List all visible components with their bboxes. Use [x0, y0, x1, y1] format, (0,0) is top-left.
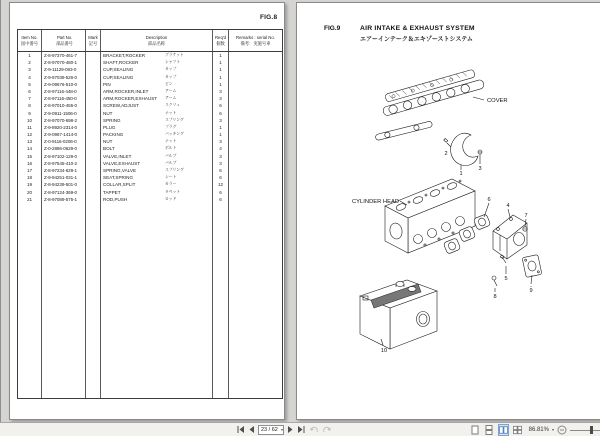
fig9-label: FIG.9 — [324, 25, 341, 32]
zoom-out-icon[interactable] — [557, 425, 567, 435]
last-page-icon[interactable] — [297, 425, 306, 434]
cell-remarks — [229, 52, 282, 59]
page-right — [296, 2, 600, 420]
next-page-icon[interactable] — [287, 425, 294, 434]
description-japanese: スプリング — [165, 117, 184, 122]
cell-part-no: Z-8-97124-369-0 — [42, 189, 86, 196]
description-japanese: ナット — [165, 110, 177, 115]
cell-item-no: 2 — [18, 59, 42, 66]
cell-mark — [86, 189, 101, 196]
cell-part-no: Z-0-9116-0206-0 — [42, 138, 86, 145]
cell-reqd: 3 — [213, 88, 229, 95]
cell-mark — [86, 196, 101, 203]
table-row — [18, 160, 282, 167]
description-english: BRACKET,ROCKER — [103, 53, 146, 58]
cell-reqd: 1 — [213, 74, 229, 81]
cell-remarks — [229, 174, 282, 181]
cell-remarks — [229, 74, 282, 81]
cell-remarks — [229, 153, 282, 160]
part-callout-4: 4 — [506, 203, 510, 209]
zoom-slider[interactable] — [570, 425, 600, 435]
cell-description — [101, 196, 213, 203]
cell-part-no: Z-8-97070-480-1 — [42, 59, 86, 66]
cell-description — [101, 189, 213, 196]
cylinder-head-label: CYLINDER HEAD — [352, 199, 400, 205]
parts-table — [17, 29, 283, 399]
cell-reqd: 1 — [213, 66, 229, 73]
description-japanese: パッキング — [165, 132, 184, 137]
description-japanese: カップ — [165, 67, 177, 72]
cell-item-no: 4 — [18, 74, 42, 81]
description-japanese: ピン — [165, 81, 173, 86]
table-row — [18, 81, 282, 88]
description-english: VALVE,INLET — [103, 153, 132, 159]
status-bar — [0, 422, 600, 436]
cell-remarks — [229, 102, 282, 109]
part-callout-9: 9 — [529, 288, 533, 294]
zoom-dropdown-icon[interactable]: ▾ — [551, 426, 554, 432]
cell-reqd: 3 — [213, 138, 229, 145]
cell-mark — [86, 181, 101, 188]
table-row — [18, 145, 282, 152]
cell-remarks — [229, 81, 282, 88]
cell-part-no: Z-9-09676-510-0 — [42, 81, 86, 88]
description-english: CUP,SEALING — [103, 74, 134, 80]
cell-description — [101, 117, 213, 124]
cell-remarks — [229, 59, 282, 66]
description-japanese: カラー — [165, 182, 177, 187]
cell-part-no: Z-8-97070-698-2 — [42, 117, 86, 124]
cell-part-no: Z-9-8920-2314-0 — [42, 124, 86, 131]
figure-title-japanese: エアーインテーク＆エキゾーストシステム — [360, 37, 473, 43]
cell-description — [101, 131, 213, 138]
header-item-no: Item No. 図中番号 — [18, 30, 42, 51]
page-navigation — [236, 423, 332, 436]
table-row — [18, 174, 282, 181]
description-english: ROD,PUSH — [103, 196, 128, 202]
continuous-facing-view-button[interactable] — [512, 424, 523, 436]
cell-reqd: 6 — [213, 189, 229, 196]
cell-mark — [86, 160, 101, 167]
description-english: NUT — [103, 110, 113, 116]
cell-description — [101, 95, 213, 102]
cell-mark — [86, 59, 101, 66]
part-callout-7: 7 — [524, 213, 528, 219]
description-japanese: アーム — [165, 96, 177, 101]
fig8-label: FIG.8 — [260, 14, 278, 21]
cell-remarks — [229, 131, 282, 138]
page-field-dropdown-icon[interactable]: ▾ — [280, 426, 283, 432]
table-row — [18, 138, 282, 145]
cell-description — [101, 160, 213, 167]
table-row — [18, 66, 282, 73]
cell-remarks — [229, 117, 282, 124]
description-japanese: ボルト — [165, 146, 177, 151]
cell-part-no: Z-8-97116-450-0 — [42, 95, 86, 102]
previous-view-icon[interactable] — [309, 425, 319, 435]
description-english: BOLT — [103, 146, 115, 152]
cell-part-no: Z-8-97370-461-7 — [42, 52, 86, 59]
zoom-slider-handle[interactable] — [590, 426, 593, 434]
cell-reqd: 3 — [213, 95, 229, 102]
cell-reqd: 6 — [213, 196, 229, 203]
single-page-view-button[interactable] — [470, 424, 481, 436]
description-english: PLUG — [103, 124, 116, 130]
cell-mark — [86, 167, 101, 174]
cell-mark — [86, 174, 101, 181]
cell-remarks — [229, 160, 282, 167]
table-row — [18, 117, 282, 124]
cell-part-no: Z-8-94239-501-0 — [42, 181, 86, 188]
description-english: CUP,SEALING — [103, 67, 134, 73]
description-japanese: スクリュ — [165, 103, 181, 108]
cell-item-no: 13 — [18, 138, 42, 145]
zoom-percent-value: 86.81% — [528, 426, 549, 433]
cell-part-no: Z-8-97116-448-0 — [42, 88, 86, 95]
cell-description — [101, 181, 213, 188]
part-callout-6: 6 — [487, 197, 491, 203]
part-callout-1: 1 — [459, 171, 463, 177]
cell-mark — [86, 74, 101, 81]
cell-reqd: 1 — [213, 52, 229, 59]
cell-reqd: 6 — [213, 174, 229, 181]
table-row — [18, 167, 282, 174]
table-row — [18, 95, 282, 102]
part-callout-5: 5 — [504, 276, 508, 282]
description-japanese: アーム — [165, 88, 177, 93]
cell-remarks — [229, 181, 282, 188]
cell-description — [101, 145, 213, 152]
cell-part-no: Z-9-97039-526-0 — [42, 74, 86, 81]
table-row — [18, 153, 282, 160]
cell-part-no: Z-9-0967-1414-0 — [42, 131, 86, 138]
previous-page-icon[interactable] — [248, 425, 255, 434]
cell-item-no: 8 — [18, 102, 42, 109]
cell-reqd: 1 — [213, 59, 229, 66]
cell-mark — [86, 81, 101, 88]
cell-item-no: 14 — [18, 145, 42, 152]
cell-reqd: 6 — [213, 110, 229, 117]
cell-part-no: Z-9-0911-1506-0 — [42, 110, 86, 117]
description-english: PIN — [103, 81, 111, 87]
first-page-icon[interactable] — [236, 425, 245, 434]
description-japanese: カップ — [165, 74, 177, 79]
table-row — [18, 52, 282, 59]
cell-reqd: 3 — [213, 117, 229, 124]
part-callout-10: 10 — [380, 348, 388, 354]
cell-mark — [86, 138, 101, 145]
page-left — [9, 2, 285, 420]
cell-remarks — [229, 167, 282, 174]
table-row — [18, 102, 282, 109]
cell-item-no: 1 — [18, 52, 42, 59]
cell-reqd: 1 — [213, 124, 229, 131]
description-japanese: バルブ — [165, 153, 177, 158]
part-callout-2: 2 — [444, 151, 448, 157]
cell-item-no: 21 — [18, 196, 42, 203]
cell-remarks — [229, 189, 282, 196]
zoom-slider-track[interactable] — [570, 430, 600, 431]
cell-mark — [86, 153, 101, 160]
cell-part-no: Z-9-94251-031-1 — [42, 174, 86, 181]
cell-item-no: 5 — [18, 81, 42, 88]
description-english: NUT — [103, 139, 113, 145]
page-number-field[interactable] — [258, 425, 284, 435]
cell-description — [101, 52, 213, 59]
cell-part-no: Z-8-97102-129-0 — [42, 153, 86, 160]
header-mark: Mark 記号 — [86, 30, 101, 51]
next-view-icon[interactable] — [322, 425, 332, 435]
description-japanese: スプリング — [165, 168, 184, 172]
header-description: Description 部品名称 — [101, 30, 213, 51]
cell-remarks — [229, 124, 282, 131]
cell-item-no: 20 — [18, 189, 42, 196]
cell-item-no: 12 — [18, 131, 42, 138]
header-reqd: Req'd 個数 — [213, 30, 229, 51]
cell-reqd: 1 — [213, 81, 229, 88]
parts-table-empty-area — [18, 203, 282, 398]
cell-mark — [86, 124, 101, 131]
cell-mark — [86, 117, 101, 124]
table-row — [18, 88, 282, 95]
cell-remarks — [229, 110, 282, 117]
cover-label: COVER — [487, 98, 508, 104]
description-japanese: ブラケット — [165, 53, 184, 57]
continuous-view-button[interactable] — [484, 424, 495, 436]
cell-description — [101, 88, 213, 95]
table-row — [18, 74, 282, 81]
description-japanese: タペット — [165, 189, 181, 194]
description-english: COLLAR,SPLIT — [103, 182, 136, 188]
cell-item-no: 7 — [18, 95, 42, 102]
cell-part-no: Z-0-2886-0629-0 — [42, 145, 86, 152]
table-row — [18, 131, 282, 138]
cell-remarks — [229, 88, 282, 95]
description-english: SPRING,VALVE — [103, 168, 137, 173]
table-row — [18, 196, 282, 203]
cell-part-no: Z-8-97089-575-1 — [42, 196, 86, 203]
cell-description — [101, 81, 213, 88]
table-row — [18, 110, 282, 117]
cell-mark — [86, 110, 101, 117]
description-japanese: ロッド — [165, 196, 177, 201]
description-english: PACKING — [103, 132, 124, 138]
cell-item-no: 18 — [18, 174, 42, 181]
description-japanese: プラグ — [165, 124, 177, 129]
parts-table-body — [18, 52, 282, 203]
view-and-zoom-controls — [470, 423, 600, 436]
cell-mark — [86, 88, 101, 95]
description-english: VALVE,EXHAUST — [103, 160, 141, 166]
description-japanese: シャフト — [165, 60, 181, 65]
description-english: SPRING — [103, 117, 121, 123]
description-english: ARM,ROCKER,INLET — [103, 88, 149, 94]
cell-remarks — [229, 66, 282, 73]
cell-item-no: 3 — [18, 66, 42, 73]
cell-part-no: Z-8-97545-410-2 — [42, 160, 86, 167]
cell-description — [101, 138, 213, 145]
cell-mark — [86, 66, 101, 73]
table-row — [18, 124, 282, 131]
cell-item-no: 16 — [18, 160, 42, 167]
figure-title: AIR INTAKE & EXHAUST SYSTEM — [360, 25, 475, 32]
cell-mark — [86, 95, 101, 102]
cell-remarks — [229, 95, 282, 102]
description-english: SCREW,ADJUST — [103, 103, 139, 109]
cell-description — [101, 66, 213, 73]
cell-description — [101, 174, 213, 181]
description-japanese: バルブ — [165, 160, 177, 165]
parts-table-header — [18, 30, 282, 52]
description-japanese: ナット — [165, 139, 177, 144]
cell-reqd: 1 — [213, 131, 229, 138]
exploded-parts-diagram — [297, 53, 600, 419]
cell-part-no: Z-8-97010-455-0 — [42, 102, 86, 109]
description-english: SEAT,SPRING — [103, 175, 134, 181]
cell-description — [101, 110, 213, 117]
cell-reqd: 6 — [213, 102, 229, 109]
cell-remarks — [229, 138, 282, 145]
part-callout-3: 3 — [478, 166, 482, 172]
table-row — [18, 181, 282, 188]
cell-item-no: 17 — [18, 167, 42, 174]
cell-part-no: Z-9-11129-083-0 — [42, 66, 86, 73]
cell-reqd: 6 — [213, 167, 229, 174]
facing-view-button[interactable] — [498, 424, 509, 436]
description-japanese: シート — [165, 175, 177, 180]
cell-description — [101, 74, 213, 81]
cell-reqd: 3 — [213, 160, 229, 167]
facing-pages-icon — [499, 425, 508, 435]
cell-description — [101, 59, 213, 66]
table-row — [18, 189, 282, 196]
cell-remarks — [229, 145, 282, 152]
cell-reqd: 12 — [213, 181, 229, 188]
header-remarks: Remarks : serial No. 備考：実施号車 — [236, 35, 275, 46]
cell-item-no: 6 — [18, 88, 42, 95]
continuous-page-icon — [485, 425, 493, 435]
description-english: TAPPET — [103, 189, 121, 195]
cell-description — [101, 167, 213, 174]
cell-mark — [86, 131, 101, 138]
cell-reqd: 4 — [213, 145, 229, 152]
cell-item-no: 10 — [18, 117, 42, 124]
page-number-value: 23 / 62 — [261, 426, 278, 433]
cell-description — [101, 153, 213, 160]
description-english: ARM,ROCKER,EXHAUST — [103, 96, 158, 102]
part-callout-8: 8 — [493, 294, 497, 300]
continuous-facing-icon — [513, 425, 522, 435]
cell-item-no: 9 — [18, 110, 42, 117]
cell-description — [101, 124, 213, 131]
cell-remarks — [229, 196, 282, 203]
cell-part-no: Z-8-97234-629-1 — [42, 167, 86, 174]
header-part-no: Part No. 部品番号 — [42, 30, 86, 51]
cell-item-no: 11 — [18, 124, 42, 131]
description-english: SHAFT,ROCKER — [103, 60, 139, 66]
cell-mark — [86, 52, 101, 59]
cell-item-no: 15 — [18, 153, 42, 160]
cell-item-no: 19 — [18, 181, 42, 188]
cell-mark — [86, 102, 101, 109]
cell-mark — [86, 145, 101, 152]
cell-description — [101, 102, 213, 109]
table-row — [18, 59, 282, 66]
cell-reqd: 3 — [213, 153, 229, 160]
single-page-icon — [471, 425, 479, 435]
